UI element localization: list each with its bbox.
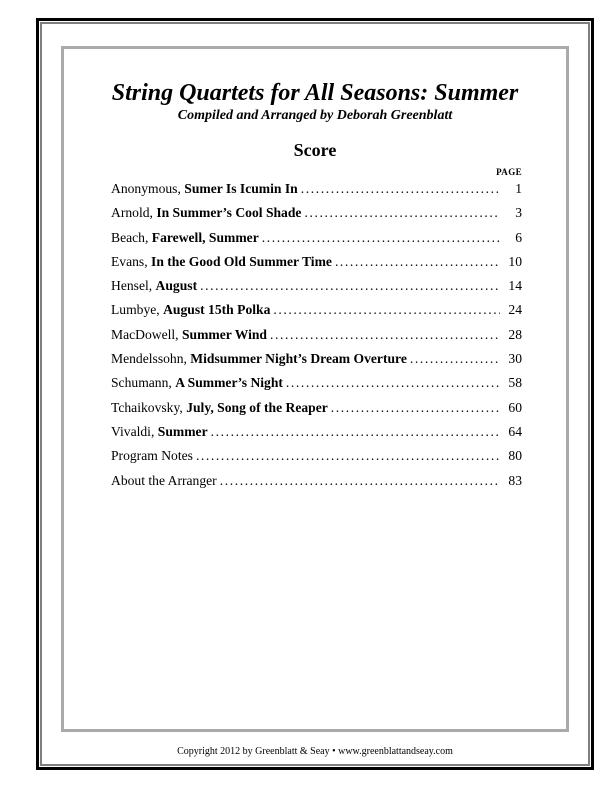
page-number: 1 xyxy=(515,181,522,196)
piece-title: August xyxy=(155,278,198,294)
toc-entry xyxy=(111,444,522,468)
page-number: 83 xyxy=(508,472,522,488)
toc-entry xyxy=(111,420,522,444)
inner-rule-frame xyxy=(40,22,590,766)
toc-entry xyxy=(111,396,522,420)
dot-leader xyxy=(220,469,500,493)
piece-title: August 15th Polka xyxy=(163,302,271,318)
piece-title: Sumer Is Icumin In xyxy=(184,181,298,196)
toc-entry xyxy=(111,347,522,371)
toc-entry xyxy=(111,226,522,250)
page-number: 3 xyxy=(515,205,522,221)
composer-name: Evans, xyxy=(111,253,152,269)
toc-entry xyxy=(111,323,522,347)
dot-leader xyxy=(273,298,500,322)
dot-leader xyxy=(301,177,500,201)
toc-entry xyxy=(111,298,522,322)
composer-name: Schumann, xyxy=(111,375,176,391)
page-number: 64 xyxy=(508,423,522,439)
composer-name: Lumbye, xyxy=(111,302,164,318)
piece-title: In Summer’s Cool Shade xyxy=(156,205,302,221)
page-number: 60 xyxy=(508,399,522,415)
book-subtitle: Compiled and Arranged by Deborah Greenblatt xyxy=(177,108,453,123)
dot-leader xyxy=(270,323,500,347)
dot-leader xyxy=(410,347,500,371)
page-number: 28 xyxy=(508,326,522,342)
composer-name: Beach, xyxy=(111,229,152,245)
toc-entry xyxy=(111,201,522,225)
piece-title: Summer Wind xyxy=(181,326,267,342)
composer-name: Hensel, xyxy=(111,278,156,294)
dot-leader xyxy=(211,420,500,444)
piece-title: July, Song of the Reaper xyxy=(186,399,328,415)
piece-title: Midsummer Night’s Dream Overture xyxy=(190,351,407,367)
table-of-contents xyxy=(64,167,566,493)
dot-leader xyxy=(286,371,500,395)
dot-leader xyxy=(262,226,500,250)
page-number: 14 xyxy=(508,278,522,294)
toc-entry xyxy=(111,469,522,493)
dot-leader xyxy=(304,201,500,225)
page-number: 30 xyxy=(508,351,522,367)
composer-name: Arnold, xyxy=(111,205,157,221)
dot-leader xyxy=(200,274,500,298)
toc-entry xyxy=(111,177,522,201)
composer-name: Anonymous, xyxy=(111,181,185,196)
content-frame xyxy=(61,46,569,732)
score-heading: Score xyxy=(293,140,337,160)
page-column-label: PAGE xyxy=(496,167,522,177)
composer-name: Program Notes xyxy=(111,448,193,464)
toc-entry xyxy=(111,371,522,395)
composer-name: Vivaldi, xyxy=(111,423,158,439)
dot-leader xyxy=(331,396,500,420)
page-number: 58 xyxy=(508,375,522,391)
toc-entry xyxy=(111,250,522,274)
page-number: 10 xyxy=(508,253,522,269)
piece-title: A Summer’s Night xyxy=(175,375,283,391)
page-number: 6 xyxy=(515,229,522,245)
dot-leader xyxy=(335,250,500,274)
toc-entry xyxy=(111,274,522,298)
footer-copyright: Copyright 2012 by Greenblatt & Seay • www.greenblattandseay.com xyxy=(177,746,453,757)
dot-leader xyxy=(196,444,500,468)
piece-title: Farewell, Summer xyxy=(151,229,259,245)
piece-title: In the Good Old Summer Time xyxy=(151,253,332,269)
page-number: 80 xyxy=(508,448,522,464)
outer-frame xyxy=(36,18,594,770)
composer-name: About the Arranger xyxy=(111,472,217,488)
book-title: String Quartets for All Seasons: Summer xyxy=(111,80,519,106)
composer-name: MacDowell, xyxy=(111,326,182,342)
piece-title: Summer xyxy=(157,423,208,439)
composer-name: Tchaikovsky, xyxy=(111,399,187,415)
composer-name: Mendelssohn, xyxy=(111,351,191,367)
page-number: 24 xyxy=(508,302,522,318)
